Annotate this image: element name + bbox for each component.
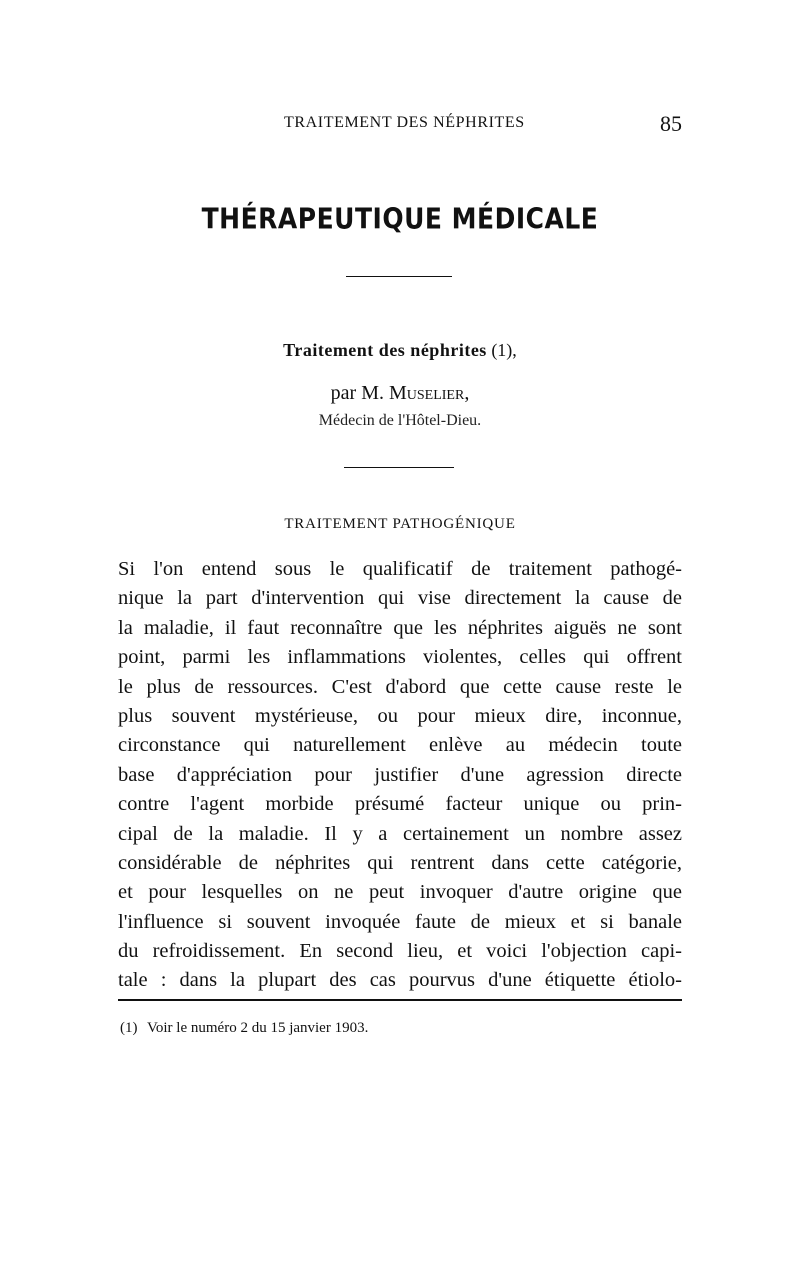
byline (0, 382, 800, 405)
body-line: point, parmi les inflammations violentes, celles qui offrent (118, 646, 682, 669)
footnote (120, 1020, 368, 1037)
article-title-line (0, 340, 800, 361)
byline-prefix: par M. (330, 382, 384, 404)
body-line: contre l'agent morbide présumé facteur unique ou prin- (118, 793, 682, 816)
footnote-reference: (1), (491, 340, 517, 360)
body-line: tale : dans la plupart des cas pourvus d'une étiquette étiolo- (118, 969, 682, 992)
body-line: considérable de néphrites qui rentrent dans cette catégorie, (118, 851, 682, 874)
body-line: nique la part d'intervention qui vise directement la cause de (118, 587, 682, 610)
footnote-divider (118, 999, 682, 1001)
body-line: la maladie, il faut reconnaître que les néphrites aiguës ne sont (118, 616, 682, 639)
body-line: base d'appréciation pour justifier d'une agression directe (118, 763, 682, 786)
body-line: l'influence si souvent invoquée faute de mieux et si banale (118, 910, 682, 933)
author-affiliation: Médecin de l'Hôtel-Dieu. (318, 412, 482, 429)
article-title: Traitement des néphrites (283, 340, 487, 360)
footnote-text: Voir le numéro 2 du 15 janvier 1903. (146, 1020, 369, 1036)
body-line: le plus de ressources. C'est d'abord que cette cause reste le (118, 675, 682, 698)
section-title: THÉRAPEUTIQUE MÉDICALE (201, 201, 599, 236)
body-line: plus souvent mystérieuse, ou pour mieux dire, inconnue, (118, 704, 682, 727)
body-line: du refroidissement. En second lieu, et voici l'objection capi- (118, 940, 682, 963)
running-title: TRAITEMENT DES NÉPHRITES (284, 114, 525, 131)
author-name: Muselier, (388, 382, 470, 404)
running-head (120, 111, 682, 142)
body-line: cipal de la maladie. Il y a certainement un nombre assez (118, 822, 682, 845)
byline-divider (344, 467, 454, 468)
footnote-mark: (1) (120, 1020, 138, 1036)
sub-heading: TRAITEMENT PATHOGÉNIQUE (284, 516, 516, 532)
body-line: circonstance qui naturellement enlève au médecin toute (118, 734, 682, 757)
page-number: 85 (660, 111, 682, 136)
title-divider (346, 276, 452, 277)
body-paragraph (118, 555, 682, 996)
body-line: et pour lesquelles on ne peut invoquer d'autre origine que (118, 881, 682, 904)
body-line: Si l'on entend sous le qualificatif de traitement pathogé- (118, 558, 682, 580)
